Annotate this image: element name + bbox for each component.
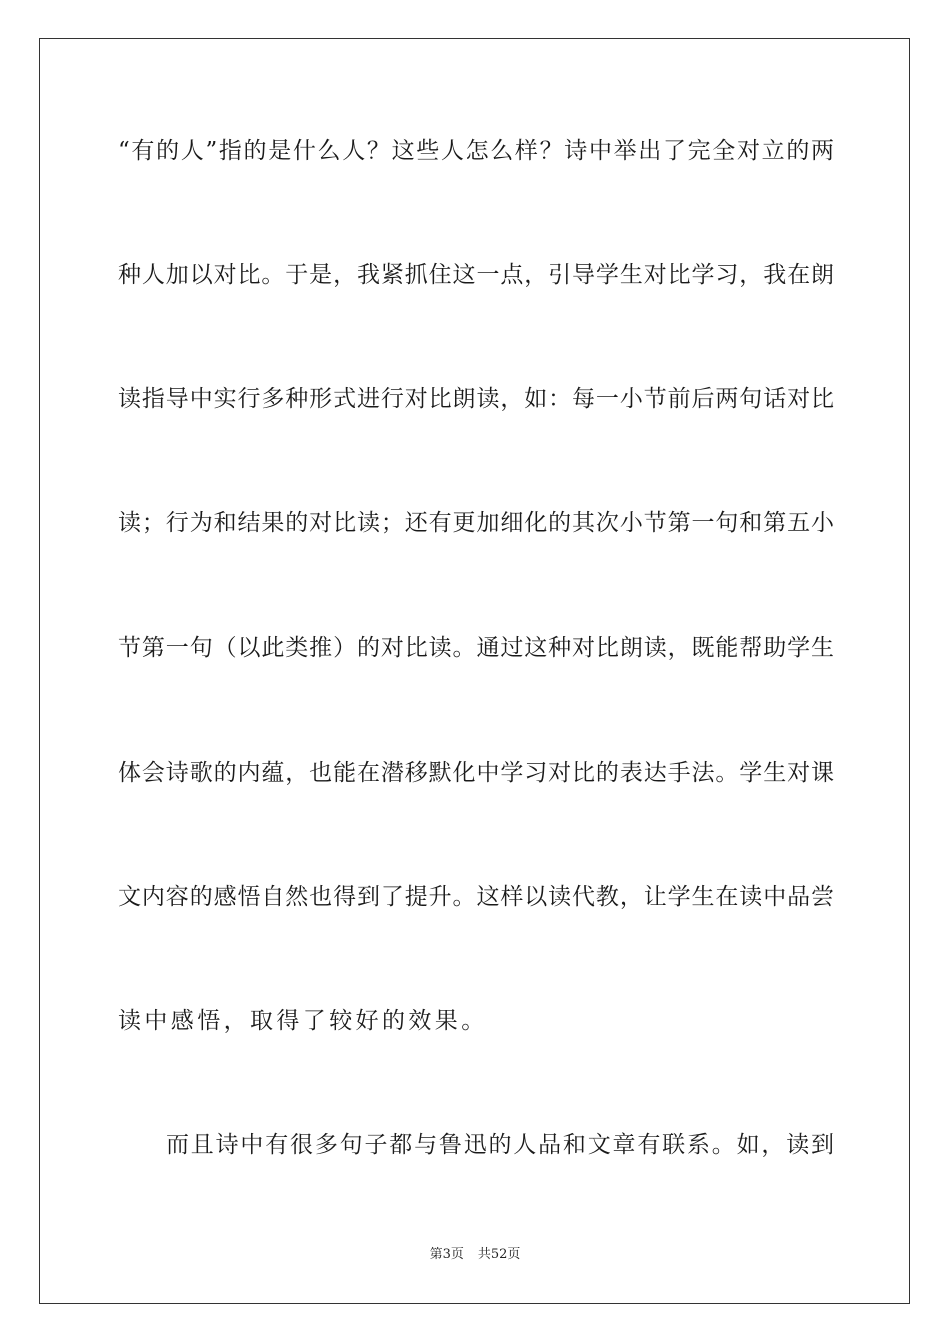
page-border <box>39 38 910 1304</box>
body-text-line: 文内容的感悟自然也得到了提升。这样以读代教，让学生在读中品尝 <box>118 884 834 910</box>
body-text-line: 体会诗歌的内蕴，也能在潜移默化中学习对比的表达手法。学生对课 <box>118 760 834 786</box>
body-text-line: “有的人”指的是什么人？这些人怎么样？诗中举出了完全对立的两 <box>118 138 834 164</box>
body-text-line: 读指导中实行多种形式进行对比朗读，如：每一小节前后两句话对比 <box>118 386 834 412</box>
page-number: 第3页 <box>429 1247 464 1262</box>
page-total: 共52页 <box>477 1247 521 1262</box>
body-text-line: 种人加以对比。于是，我紧抓住这一点，引导学生对比学习，我在朗 <box>118 262 834 288</box>
body-text-line: 节第一句（以此类推）的对比读。通过这种对比朗读，既能帮助学生 <box>118 635 834 661</box>
paragraph-start-line: 而且诗中有很多句子都与鲁迅的人品和文章有联系。如，读到 <box>166 1132 834 1158</box>
body-text-line: 读中感悟，取得了较好的效果。 <box>118 1008 488 1034</box>
body-text-line: 读；行为和结果的对比读；还有更加细化的其次小节第一句和第五小 <box>118 510 834 536</box>
page-footer <box>0 1246 950 1264</box>
